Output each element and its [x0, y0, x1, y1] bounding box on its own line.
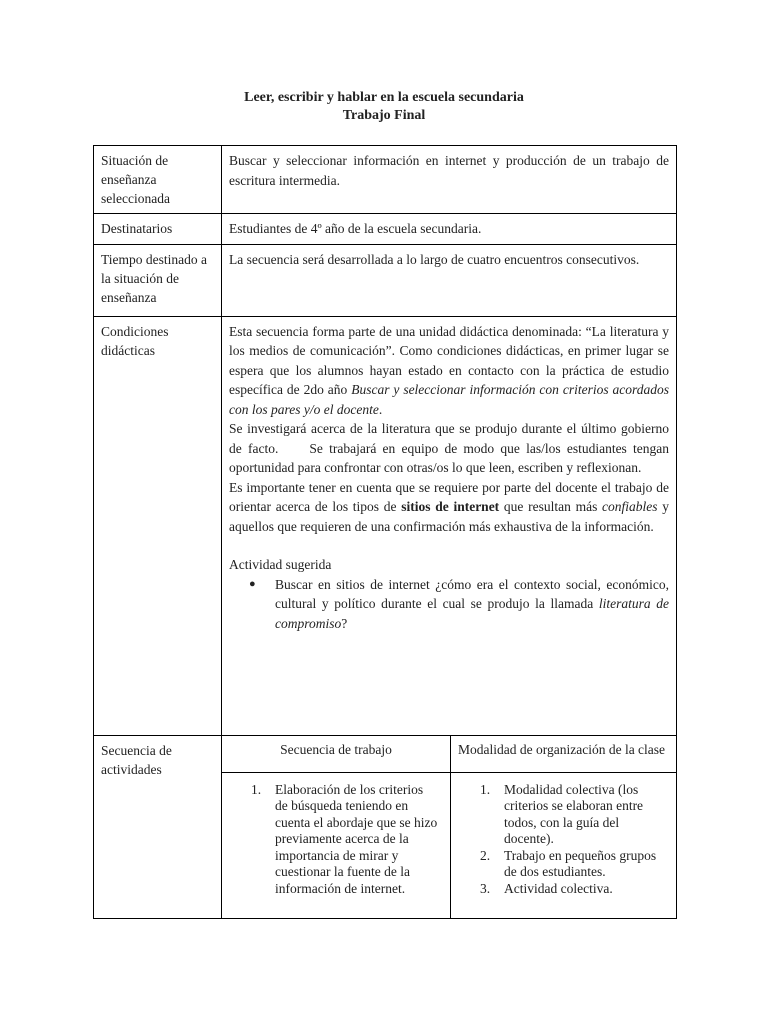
row-value-situacion: Buscar y seleccionar información en internet y producción de un trabajo de escritura intermedia.: [222, 146, 677, 214]
list-item: 1. Elaboración de los criterios de búsqueda teniendo en cuenta el abordaje que se hizo previamente acerca de la importancia de mirar y cuestionar la fuente de la información de internet.: [251, 781, 438, 896]
table-row: [94, 735, 677, 772]
table-row: [94, 146, 677, 214]
condiciones-paragraph-1: Esta secuencia forma parte de una unidad didáctica denominada: “La literatura y los medios de comunicación”. Como condiciones didácticas, en primer lugar se espera que los alumnos hayan estado en contacto con la práctica de estudio específica de 2do año Buscar y seleccionar información con criterios acordados con los pares y/o el docente.: [229, 323, 670, 417]
column-header-modalidad: Modalidad de organización de la clase: [451, 735, 677, 772]
row-value-destinatarios: Estudiantes de 4º año de la escuela secundaria.: [222, 214, 677, 245]
modalidad-cell: [451, 772, 677, 918]
table-row: [94, 316, 677, 735]
document-subtitle: Trabajo Final: [342, 108, 426, 123]
secuencia-list: [229, 782, 443, 898]
modalidad-list: [458, 782, 669, 898]
condiciones-paragraph-2: Se investigará acerca de la literatura que se produjo durante el último gobierno de facto. Se trabajará en equipo de modo que las/los estudiantes tengan oportunidad para confrontar con otras/os lo que leen, escriben y reflexionan.: [229, 421, 673, 475]
document-title: Leer, escribir y hablar en la escuela secundaria: [244, 90, 524, 105]
bullet-icon: ●: [249, 577, 256, 590]
secuencia-cell: [222, 772, 451, 918]
row-value-tiempo: La secuencia será desarrollada a lo largo de cuatro encuentros consecutivos.: [222, 244, 677, 316]
planning-table: [93, 145, 677, 919]
list-item: 3. Actividad colectiva.: [480, 880, 613, 896]
list-item: 2. Trabajo en pequeños grupos de dos estudiantes.: [480, 847, 657, 879]
activity-title: Actividad sugerida: [229, 557, 332, 572]
table-row: [94, 244, 677, 316]
column-header-secuencia: Secuencia de trabajo: [222, 735, 451, 772]
list-item: ● Buscar en sitios de internet ¿cómo era el contexto social, económico, cultural y político durante el cual se produjo la llamada literatura de compromiso?: [249, 576, 670, 631]
row-label-destinatarios: Destinatarios: [94, 214, 222, 245]
row-value-condiciones: [222, 316, 677, 735]
list-item: 1. Modalidad colectiva (los criterios se elaboran entre todos, con la guía del docente).: [480, 781, 644, 846]
row-label-condiciones: Condiciones didácticas: [94, 316, 222, 735]
condiciones-paragraph-3: Es importante tener en cuenta que se requiere por parte del docente el trabajo de orientar acerca de los tipos de sitios de internet que resultan más confiables y aquellos que requieren de una confirmación más exhaustiva de la información.: [229, 479, 670, 534]
activity-list: [229, 575, 669, 634]
row-label-secuencia: Secuencia de actividades: [94, 735, 222, 918]
row-label-tiempo: Tiempo destinado a la situación de enseñanza: [94, 244, 222, 316]
table-row: [94, 214, 677, 245]
row-label-situacion: Situación de enseñanza seleccionada: [94, 146, 222, 214]
